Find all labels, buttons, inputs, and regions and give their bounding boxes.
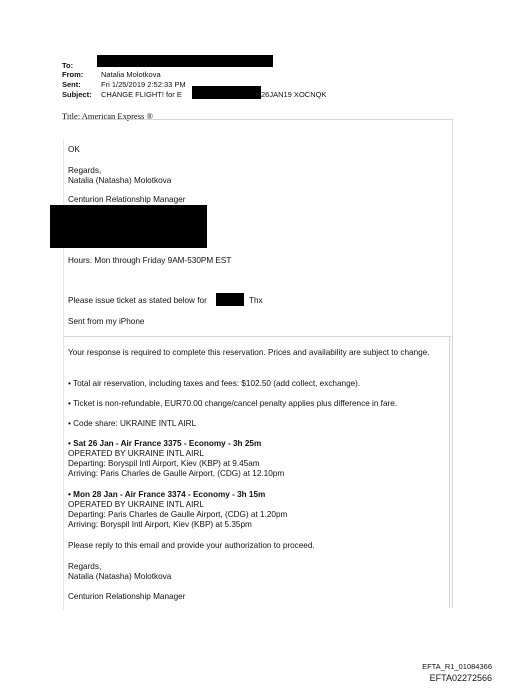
signature-name-1: Natalia (Natasha) Molotkova [68,176,172,185]
to-label: To: [62,61,74,70]
flight-1-departing: Departing: Boryspil Intl Airport, Kiev (KBP) at 9.45am [68,459,260,468]
subject-label: Subject: [62,90,92,99]
sent-from-iphone: Sent from my iPhone [68,317,145,326]
redaction-issue [216,293,244,306]
flight-1-arriving: Arriving: Paris Charles de Gaulle Airport, (CDG) at 12.10pm [68,469,285,478]
bullet-total-fare: • Total air reservation, including taxes and fees: $102.50 (add collect, exchange). [68,379,361,388]
reply-instruction: Please reply to this email and provide your authorization to proceed. [68,541,315,550]
quoted-message-frame-right-edge [449,336,450,608]
flight-2-operated: OPERATED BY UKRAINE INTL AIRL [68,500,204,509]
bullet-code-share: • Code share: UKRAINE INTL AIRL [68,419,197,428]
regards-1: Regards, [68,166,102,175]
business-hours: Hours: Mon through Friday 9AM-530PM EST [68,256,232,265]
bullet-refund-policy: • Ticket is non-refundable, EUR70.00 change/cancel penalty applies plus difference in fare. [68,399,398,408]
subject-prefix: CHANGE FLIGHT! for E [101,90,182,99]
issue-request-suffix: Thx [249,296,263,305]
bates-id-r1: EFTA_R1_01084366 [422,662,492,671]
flight-2-departing: Departing: Paris Charles de Gaulle Airport, (CDG) at 1.20pm [68,510,288,519]
bates-id: EFTA02272566 [429,673,492,683]
from-label: From: [62,70,84,79]
redaction-subject [192,86,261,99]
flight-2-heading: • Mon 28 Jan - Air France 3374 - Economy - 3h 15m [68,490,266,499]
flight-1-operated: OPERATED BY UKRAINE INTL AIRL [68,449,204,458]
subject-suffix: 26JAN19 XOCNQK [261,90,327,99]
signature-role-1: Centurion Relationship Manager [68,195,186,204]
document-title: Title: American Express ® [62,111,153,121]
reply-ok: OK [68,145,80,154]
issue-request-prefix: Please issue ticket as stated below for [68,296,207,305]
response-notice: Your response is required to complete this reservation. Prices and availability are subject to change. [68,348,430,357]
flight-2-arriving: Arriving: Boryspil Intl Airport, Kiev (KBP) at 5.35pm [68,520,252,529]
signature-name-2: Natalia (Natasha) Molotkova [68,572,172,581]
redaction-signature [50,205,207,248]
redaction-to [97,55,273,67]
from-value: Natalia Molotkova [101,70,161,79]
sent-value: Fri 1/25/2019 2:52:33 PM [101,80,186,89]
sent-label: Sent: [62,80,81,89]
signature-role-2: Centurion Relationship Manager [68,592,186,601]
flight-1-heading: • Sat 26 Jan - Air France 3375 - Economy - 3h 25m [68,439,262,448]
regards-2: Regards, [68,562,102,571]
